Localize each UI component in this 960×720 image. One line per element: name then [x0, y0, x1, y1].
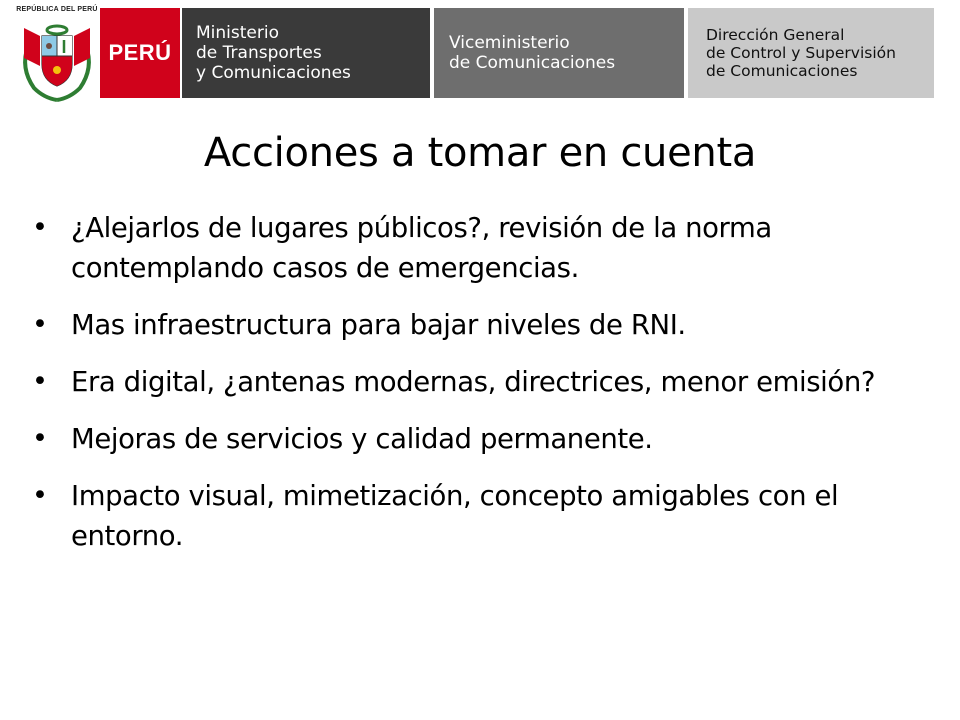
bullet-text: ¿Alejarlos de lugares públicos?, revisión de la norma contemplando casos de emergencias.: [71, 212, 772, 284]
header-banner: [0, 0, 960, 110]
direction-block: [688, 8, 934, 98]
seal-caption: REPÚBLICA DEL PERÚ: [16, 6, 98, 13]
bullet-dot-icon: •: [32, 366, 48, 397]
coat-of-arms-graphic: [14, 6, 100, 104]
direction-line-1: Dirección General: [706, 26, 845, 44]
bullet-dot-icon: •: [32, 212, 48, 243]
bullet-item: [30, 305, 930, 345]
ministry-line-3: y Comunicaciones: [196, 63, 351, 83]
bullet-list: [30, 208, 930, 573]
bullet-dot-icon: •: [32, 309, 48, 340]
direction-line-3: de Comunicaciones: [706, 62, 858, 80]
bullet-text: Mejoras de servicios y calidad permanente.: [71, 423, 653, 455]
bullet-text: Mas infraestructura para bajar niveles de RNI.: [71, 309, 686, 341]
ministry-line-2: de Transportes: [196, 43, 322, 63]
bullet-dot-icon: •: [32, 423, 48, 454]
vice-line-1: Viceministerio: [449, 33, 570, 53]
ministry-block: [182, 8, 430, 98]
bullet-dot-icon: •: [32, 480, 48, 511]
bullet-item: [30, 208, 930, 288]
direction-line-2: de Control y Supervisión: [706, 44, 896, 62]
country-label: PERÚ: [100, 8, 180, 98]
bullet-text: Era digital, ¿antenas modernas, directrices, menor emisión?: [71, 366, 876, 398]
viceministry-block: [434, 8, 684, 98]
bullet-item: [30, 419, 930, 459]
bullet-item: [30, 476, 930, 556]
ministry-line-1: Ministerio: [196, 23, 279, 43]
coat-of-arms-icon: [14, 6, 100, 104]
bullet-item: [30, 362, 930, 402]
vice-line-2: de Comunicaciones: [449, 53, 616, 73]
bullet-text: Impacto visual, mimetización, concepto amigables con el entorno.: [71, 480, 839, 552]
slide-title: Acciones a tomar en cuenta: [203, 130, 757, 176]
